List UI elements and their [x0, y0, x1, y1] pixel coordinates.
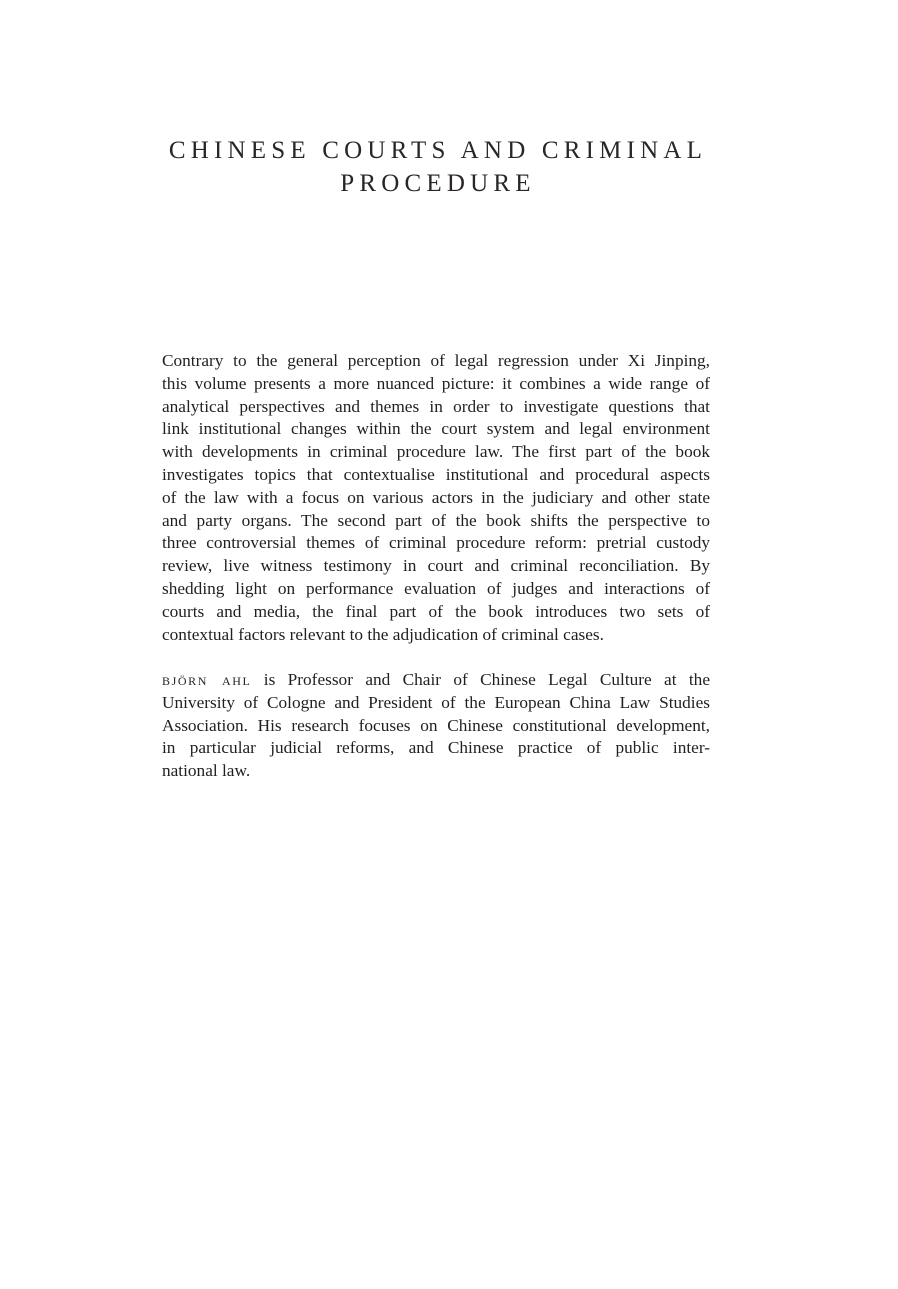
bio-line: national law. [162, 761, 251, 781]
book-title-line-2: PROCEDURE [340, 170, 536, 197]
description-line: contextual factors relevant to the adjudication of criminal cases. [162, 624, 604, 644]
book-description [162, 350, 710, 646]
bio-line: in particular judicial reforms, and Chinese practice of public inter- [162, 738, 710, 758]
description-line: link institutional changes within the court system and legal environment [162, 419, 710, 439]
bio-line: Association. His research focuses on Chinese constitutional development, [162, 715, 710, 735]
bio-first-line [162, 669, 710, 692]
bio-first-line-text: is Professor and Chair of Chinese Legal Culture at the [251, 670, 710, 689]
book-title-line-1: CHINESE COURTS AND CRIMINAL [168, 137, 708, 164]
description-line: this volume presents a more nuanced picture: it combines a wide range of [162, 373, 710, 393]
description-line: investigates topics that contextualise institutional and procedural aspects [162, 464, 710, 484]
description-line: Contrary to the general perception of legal regression under Xi Jinping, [162, 351, 710, 370]
description-line: shedding light on performance evaluation of judges and interactions of [162, 578, 710, 598]
book-title [0, 134, 876, 200]
description-line: three controversial themes of criminal procedure reform: pretrial custody [162, 533, 710, 553]
description-line: with developments in criminal procedure law. The first part of the book [162, 442, 710, 462]
bio-line: University of Cologne and President of the European China Law Studies [162, 692, 710, 712]
description-line: of the law with a focus on various actors in the judiciary and other state [162, 487, 710, 507]
description-line: review, live witness testimony in court and criminal reconciliation. By [162, 556, 710, 576]
author-name: björn ahl [162, 670, 252, 689]
description-line: and party organs. The second part of the book shifts the perspective to [162, 510, 710, 530]
description-line: courts and media, the final part of the book introduces two sets of [162, 601, 710, 621]
description-line: analytical perspectives and themes in order to investigate questions that [162, 396, 710, 416]
author-bio [162, 669, 710, 783]
